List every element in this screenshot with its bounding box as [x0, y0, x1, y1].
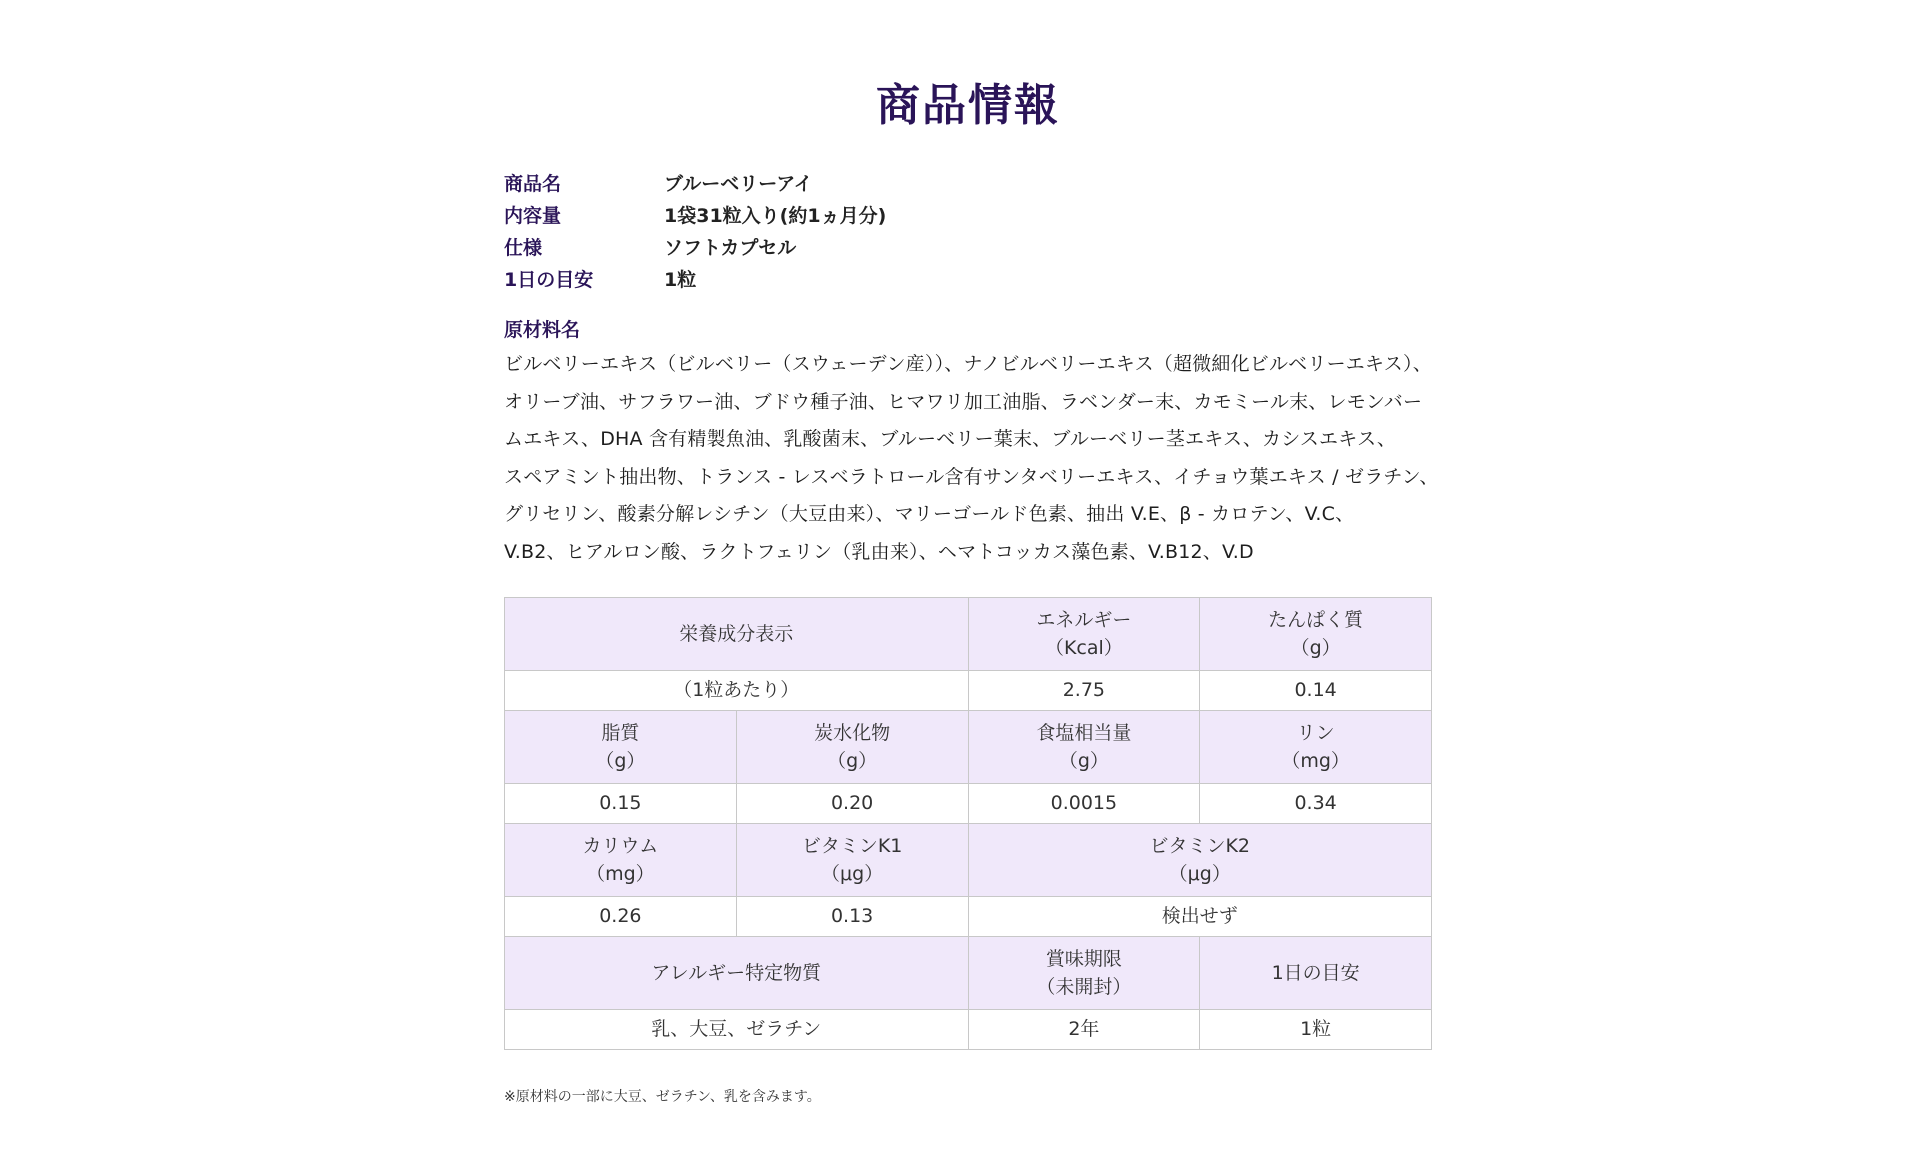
potassium-value: 0.26 — [505, 897, 737, 937]
table-row — [505, 671, 1432, 711]
vitamin-k1-value: 0.13 — [736, 897, 968, 937]
spec-list — [504, 168, 1432, 296]
spec-key: 仕様 — [504, 237, 543, 259]
best-before-name: 賞味期限 — [1045, 948, 1122, 970]
energy-unit: （Kcal） — [1044, 637, 1123, 659]
page-title: 商品情報 — [876, 80, 1060, 131]
nutrition-table — [504, 597, 1432, 1050]
ingredients-line: スペアミント抽出物、トランス - レスベラトロール含有サンタベリーエキス、イチョウ葉エキス / ゼラチン、 — [504, 465, 1439, 488]
nutrition-label: 栄養成分表示 — [679, 623, 794, 645]
ingredients-line: ムエキス、DHA 含有精製魚油、乳酸菌末、ブルーベリー葉末、ブルーベリー茎エキス、カシスエキス、 — [504, 428, 1397, 450]
ingredients-line: グリセリン、酸素分解レシチン（大豆由来）、マリーゴールド色素、抽出 V.E、β - カロテン、V.C、 — [504, 503, 1355, 525]
vitamin-k2-name: ビタミンK2 — [1149, 835, 1251, 857]
energy-header — [968, 598, 1200, 671]
spec-value: 1袋31粒入り(約1ヵ月分) — [664, 205, 887, 227]
protein-value: 0.14 — [1200, 671, 1432, 711]
table-row — [505, 1010, 1432, 1050]
fat-value: 0.15 — [505, 784, 737, 824]
ingredients-text — [504, 346, 1439, 571]
spec-key: 1日の目安 — [504, 269, 594, 291]
allergens-name: アレルギー特定物質 — [651, 962, 822, 984]
potassium-name: カリウム — [582, 835, 659, 857]
potassium-header — [505, 824, 737, 897]
phosphorus-name: リン — [1296, 722, 1335, 744]
vitamin-k2-value: 検出せず — [968, 897, 1432, 937]
carbs-unit: （g） — [827, 750, 878, 772]
daily-value: 1粒 — [1200, 1010, 1432, 1050]
per-serving-cell: （1粒あたり） — [505, 671, 969, 711]
spec-key: 内容量 — [504, 205, 562, 227]
phosphorus-header — [1200, 711, 1432, 784]
spec-row-contents — [504, 200, 1432, 232]
protein-name: たんぱく質 — [1268, 609, 1364, 631]
ingredients-line: オリーブ油、サフラワー油、ブドウ種子油、ヒマワリ加工油脂、ラベンダー末、カモミール末、レモンバー — [504, 390, 1423, 413]
salt-name: 食塩相当量 — [1036, 722, 1132, 744]
salt-header — [968, 711, 1200, 784]
ingredients-line: V.B2、ヒアルロン酸、ラクトフェリン（乳由来）、ヘマトコッカス藻色素、V.B12、V.D — [504, 540, 1254, 563]
product-info-section — [504, 74, 1439, 1106]
allergens-value: 乳、大豆、ゼラチン — [505, 1010, 969, 1050]
fat-name: 脂質 — [601, 722, 640, 744]
spec-row-product-name — [504, 168, 1432, 200]
best-before-unit: （未開封） — [1036, 976, 1132, 998]
phosphorus-unit: （mg） — [1281, 750, 1350, 772]
nutrition-label-cell — [505, 598, 969, 671]
carbs-header — [736, 711, 968, 784]
best-before-header — [968, 937, 1200, 1010]
vitamin-k1-header — [736, 824, 968, 897]
table-row — [505, 711, 1432, 784]
vitamin-k1-unit: （μg） — [821, 863, 884, 885]
spec-value: 1粒 — [664, 269, 697, 291]
spec-row-form — [504, 232, 1432, 264]
ingredients-heading: 原材料名 — [504, 319, 581, 341]
energy-value: 2.75 — [968, 671, 1200, 711]
allergens-header — [505, 937, 969, 1010]
fat-unit: （g） — [595, 750, 646, 772]
table-row — [505, 598, 1432, 671]
table-row — [505, 824, 1432, 897]
carbs-value: 0.20 — [736, 784, 968, 824]
vitamin-k2-unit: （μg） — [1168, 863, 1231, 885]
best-before-value: 2年 — [968, 1010, 1200, 1050]
daily-name: 1日の目安 — [1271, 962, 1360, 984]
spec-row-daily-intake — [504, 264, 1432, 296]
protein-unit: （g） — [1290, 637, 1341, 659]
vitamin-k1-name: ビタミンK1 — [801, 835, 903, 857]
fat-header — [505, 711, 737, 784]
table-row — [505, 937, 1432, 1010]
spec-key: 商品名 — [504, 173, 562, 195]
energy-name: エネルギー — [1036, 609, 1132, 631]
salt-unit: （g） — [1058, 750, 1109, 772]
vitamin-k2-header — [968, 824, 1432, 897]
table-row — [505, 897, 1432, 937]
table-row — [505, 784, 1432, 824]
spec-value: ブルーベリーアイ — [664, 173, 813, 195]
ingredients-line: ビルベリーエキス（ビルベリー（スウェーデン産））、ナノビルベリーエキス（超微細化ビルベリーエキス）、 — [504, 353, 1432, 375]
carbs-name: 炭水化物 — [814, 722, 891, 744]
protein-header — [1200, 598, 1432, 671]
potassium-unit: （mg） — [586, 863, 655, 885]
salt-value: 0.0015 — [968, 784, 1200, 824]
footnote: ※原材料の一部に大豆、ゼラチン、乳を含みます。 — [504, 1089, 821, 1105]
phosphorus-value: 0.34 — [1200, 784, 1432, 824]
daily-header — [1200, 937, 1432, 1010]
spec-value: ソフトカプセル — [664, 237, 797, 259]
